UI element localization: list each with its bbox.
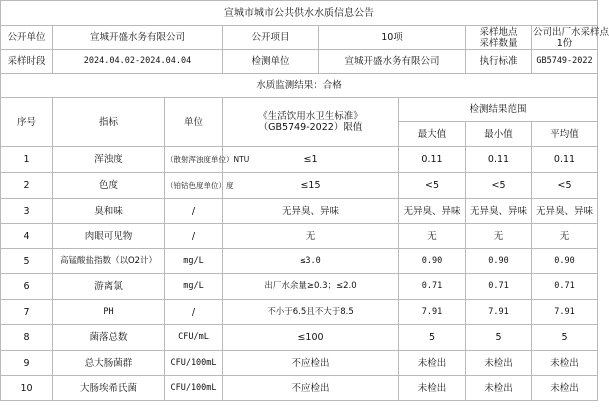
- row-unit: CFU/100mL: [165, 376, 223, 401]
- row-min: 无: [466, 224, 532, 249]
- col-header-item: 指标: [53, 98, 165, 147]
- standard-value: GB5749-2022: [532, 50, 598, 74]
- row-item: 色度: [53, 173, 165, 199]
- row-unit: （铂钴色度单位）度: [165, 173, 223, 199]
- row-avg: 5: [532, 325, 598, 351]
- row-avg: 无: [532, 224, 598, 249]
- row-unit: CFU/mL: [165, 325, 223, 351]
- row-min: 0.71: [466, 274, 532, 300]
- row-limit: ≤3.0: [223, 249, 399, 274]
- row-limit: 出厂水余量≥0.3；≤2.0: [223, 274, 399, 300]
- publish-unit-label: 公开单位: [1, 26, 53, 50]
- row-item: 大肠埃希氏菌: [53, 376, 165, 401]
- row-max: 7.91: [399, 300, 466, 325]
- notice-title: 宣城市城市公共供水水质信息公告: [1, 1, 598, 26]
- publish-unit-value: 宣城开盛水务有限公司: [53, 26, 223, 50]
- row-no: 10: [1, 376, 53, 401]
- row-no: 8: [1, 325, 53, 351]
- header-row-1: [1, 98, 598, 122]
- row-avg: 0.11: [532, 147, 598, 173]
- row-item: 肉眼可见物: [53, 224, 165, 249]
- sample-location-label: [466, 26, 532, 50]
- row-item: 臭和味: [53, 199, 165, 224]
- col-header-max: 最大值: [399, 122, 466, 147]
- table-row: [1, 274, 598, 300]
- row-min: 0.11: [466, 147, 532, 173]
- sample-count-value-line: 1份: [556, 37, 573, 49]
- info-row-2: [1, 50, 598, 74]
- row-no: 6: [1, 274, 53, 300]
- row-limit: 无异臭、异味: [223, 199, 399, 224]
- inspection-unit-label: 检测单位: [223, 50, 319, 74]
- row-limit: 无: [223, 224, 399, 249]
- table-row: [1, 351, 598, 376]
- row-min: 5: [466, 325, 532, 351]
- col-header-range: 检测结果范围: [399, 98, 598, 122]
- result-summary: 水质监测结果：合格: [1, 74, 598, 98]
- standard-label: 执行标准: [466, 50, 532, 74]
- row-min: 7.91: [466, 300, 532, 325]
- row-unit: mg/L: [165, 249, 223, 274]
- publish-project-value: 10项: [319, 26, 466, 50]
- table-row: [1, 376, 598, 401]
- sample-location-value-line: 公司出厂水采样点: [533, 26, 609, 38]
- inspection-unit-value: 宣城开盛水务有限公司: [319, 50, 466, 74]
- col-header-no: 序号: [1, 98, 53, 147]
- table-row: [1, 224, 598, 249]
- row-max: 无: [399, 224, 466, 249]
- row-item: 菌落总数: [53, 325, 165, 351]
- row-no: 7: [1, 300, 53, 325]
- row-limit: ≤15: [223, 173, 399, 199]
- row-unit: /: [165, 199, 223, 224]
- table-row: [1, 173, 598, 199]
- row-item: 浑浊度: [53, 147, 165, 173]
- limit-header-line-1: 《生活饮用水卫生标准》: [258, 111, 363, 122]
- sampling-period-label: 采样时段: [1, 50, 53, 74]
- row-min: 未检出: [466, 376, 532, 401]
- sample-count-label-line: 采样数量: [479, 37, 518, 49]
- limit-header-line-2: （GB5749-2022）限值: [258, 122, 363, 133]
- row-avg: 无异臭、异味: [532, 199, 598, 224]
- table-row: [1, 199, 598, 224]
- row-avg: <5: [532, 173, 598, 199]
- row-no: 3: [1, 199, 53, 224]
- row-avg: 0.90: [532, 249, 598, 274]
- col-header-avg: 平均值: [532, 122, 598, 147]
- row-no: 4: [1, 224, 53, 249]
- row-limit: 不应检出: [223, 351, 399, 376]
- row-limit: ≤1: [223, 147, 399, 173]
- row-limit: ≤100: [223, 325, 399, 351]
- table-row: [1, 147, 598, 173]
- row-unit: （散射浑浊度单位）NTU: [165, 147, 223, 173]
- row-min: 无异臭、异味: [466, 199, 532, 224]
- row-item: 游离氯: [53, 274, 165, 300]
- row-item: 总大肠菌群: [53, 351, 165, 376]
- row-min: 0.90: [466, 249, 532, 274]
- row-limit: 不小于6.5且不大于8.5: [223, 300, 399, 325]
- row-no: 1: [1, 147, 53, 173]
- row-unit: mg/L: [165, 274, 223, 300]
- row-unit: CFU/100mL: [165, 351, 223, 376]
- row-limit: 不应检出: [223, 376, 399, 401]
- row-no: 9: [1, 351, 53, 376]
- row-max: 0.71: [399, 274, 466, 300]
- row-unit: /: [165, 224, 223, 249]
- row-avg: 未检出: [532, 376, 598, 401]
- row-min: 未检出: [466, 351, 532, 376]
- row-item: 高锰酸盐指数（以O2计）: [53, 249, 165, 274]
- row-avg: 未检出: [532, 351, 598, 376]
- summary-row: [1, 74, 598, 98]
- row-min: <5: [466, 173, 532, 199]
- col-header-limit: [223, 98, 399, 147]
- publish-project-label: 公开项目: [223, 26, 319, 50]
- row-avg: 7.91: [532, 300, 598, 325]
- row-no: 5: [1, 249, 53, 274]
- col-header-unit: 单位: [165, 98, 223, 147]
- info-row-1: [1, 26, 598, 50]
- title-row: [1, 1, 598, 26]
- row-max: 0.11: [399, 147, 466, 173]
- col-header-min: 最小值: [466, 122, 532, 147]
- table-row: [1, 249, 598, 274]
- row-item: PH: [53, 300, 165, 325]
- row-no: 2: [1, 173, 53, 199]
- sample-location-label-line: 采样地点: [479, 26, 518, 38]
- row-max: 0.90: [399, 249, 466, 274]
- table-row: [1, 325, 598, 351]
- row-max: 无异臭、异味: [399, 199, 466, 224]
- row-max: 未检出: [399, 376, 466, 401]
- table-row: [1, 300, 598, 325]
- row-max: 5: [399, 325, 466, 351]
- row-avg: 0.71: [532, 274, 598, 300]
- sample-location-value: [532, 26, 609, 50]
- sampling-period-value: 2024.04.02-2024.04.04: [53, 50, 223, 74]
- row-max: 未检出: [399, 351, 466, 376]
- row-max: <5: [399, 173, 466, 199]
- row-unit: /: [165, 300, 223, 325]
